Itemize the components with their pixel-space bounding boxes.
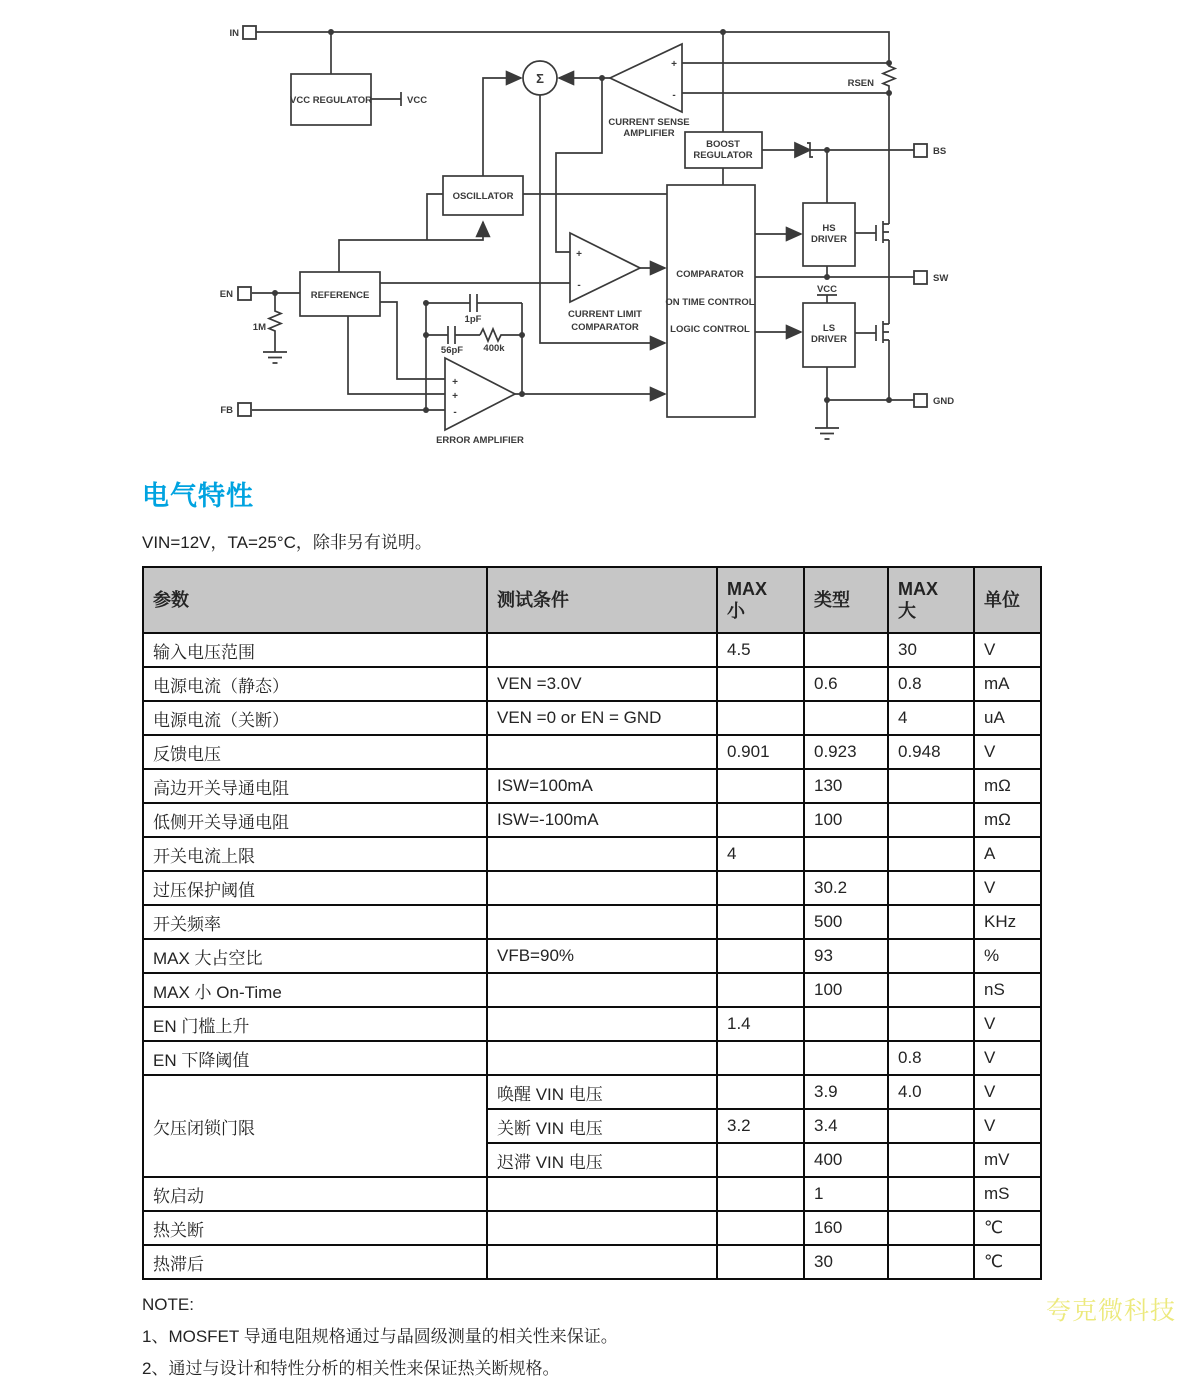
min-cell: 4 <box>717 837 804 871</box>
min-cell <box>717 1245 804 1279</box>
unit-cell: A <box>974 837 1041 871</box>
pin-sw <box>914 271 927 284</box>
condition-cell: 关断 VIN 电压 <box>487 1109 717 1143</box>
en-resistor-label: 1M <box>252 322 266 333</box>
table-row <box>143 973 1041 1007</box>
table-row <box>143 1007 1041 1041</box>
pin-gnd <box>914 394 927 407</box>
col-header-max-line2: 大 <box>898 601 916 621</box>
typ-cell: 160 <box>804 1211 888 1245</box>
table-row <box>143 667 1041 701</box>
condition-cell <box>487 735 717 769</box>
col-header-typ: 类型 <box>804 567 888 633</box>
param-cell: MAX 大占空比 <box>143 939 487 973</box>
typ-cell: 3.4 <box>804 1109 888 1143</box>
wire-osc-to-sigma <box>483 78 521 176</box>
col-header-unit: 单位 <box>974 567 1041 633</box>
comp-res-400k <box>480 329 522 341</box>
min-cell <box>717 701 804 735</box>
test-conditions-note: VIN=12V，TA=25°C，除非另有说明。 <box>142 533 432 552</box>
unit-cell: V <box>974 1007 1041 1041</box>
current-sense-label-1: CURRENT SENSE <box>608 117 690 128</box>
unit-cell: mS <box>974 1177 1041 1211</box>
table-row <box>143 1075 1041 1109</box>
param-cell: 高边开关导通电阻 <box>143 769 487 803</box>
table-row <box>143 939 1041 973</box>
unit-cell: uA <box>974 701 1041 735</box>
typ-cell: 0.6 <box>804 667 888 701</box>
unit-cell: ℃ <box>974 1245 1041 1279</box>
reference-label: REFERENCE <box>310 290 370 301</box>
table-row <box>143 1041 1041 1075</box>
min-cell <box>717 1211 804 1245</box>
table-row <box>143 871 1041 905</box>
sense-plus-sign: + <box>671 59 677 70</box>
max-cell <box>888 1177 974 1211</box>
param-cell: 电源电流（关断） <box>143 701 487 735</box>
wire-sense-to-comparator <box>556 78 602 252</box>
typ-cell <box>804 701 888 735</box>
param-cell: 开关电流上限 <box>143 837 487 871</box>
en-ground-symbol <box>263 352 287 363</box>
table-row <box>143 735 1041 769</box>
col-header-max <box>888 567 974 633</box>
unit-cell: V <box>974 1075 1041 1109</box>
max-cell <box>888 973 974 1007</box>
pin-en-label: EN <box>219 289 233 300</box>
condition-cell: ISW=100mA <box>487 769 717 803</box>
table-row <box>143 837 1041 871</box>
ea-plus1-sign: + <box>452 377 458 388</box>
param-cell: EN 下降阈值 <box>143 1041 487 1075</box>
pin-en <box>238 287 251 300</box>
wire-ref-to-ea-plus1 <box>380 302 445 379</box>
pin-gnd-label: GND <box>933 396 955 407</box>
ea-plus2-sign: + <box>452 391 458 402</box>
max-cell: 0.8 <box>888 667 974 701</box>
condition-cell: VEN =0 or EN = GND <box>487 701 717 735</box>
max-cell <box>888 939 974 973</box>
typ-cell: 1 <box>804 1177 888 1211</box>
unit-cell: V <box>974 1041 1041 1075</box>
limit-plus-sign: + <box>576 249 582 260</box>
max-cell: 4 <box>888 701 974 735</box>
comp-cap2-label: 56pF <box>440 345 464 356</box>
typ-cell: 400 <box>804 1143 888 1177</box>
max-cell <box>888 1007 974 1041</box>
spec-table <box>142 566 1042 1280</box>
wire-vcc-out <box>371 92 401 106</box>
typ-cell <box>804 1041 888 1075</box>
max-cell: 0.8 <box>888 1041 974 1075</box>
block-diagram <box>0 0 1190 468</box>
current-limit-comp-triangle <box>570 233 640 302</box>
col-header-min-line1: MAX <box>727 578 767 599</box>
col-header-condition: 测试条件 <box>487 567 717 633</box>
col-header-min-line2: 小 <box>727 601 745 621</box>
min-cell <box>717 1143 804 1177</box>
table-row <box>143 633 1041 667</box>
min-cell <box>717 871 804 905</box>
param-cell: MAX 小 On-Time <box>143 973 487 1007</box>
boost-diode <box>795 143 810 157</box>
vcc-supply-bar <box>817 295 837 303</box>
unit-cell: mV <box>974 1143 1041 1177</box>
sense-minus-sign: - <box>672 90 676 101</box>
col-header-param: 参数 <box>143 567 487 633</box>
condition-cell: 唤醒 VIN 电压 <box>487 1075 717 1109</box>
boost-label-2: REGULATOR <box>693 150 753 161</box>
table-row <box>143 769 1041 803</box>
condition-cell: VEN =3.0V <box>487 667 717 701</box>
param-cell: EN 门槛上升 <box>143 1007 487 1041</box>
wire-osc-loop <box>427 194 443 240</box>
boost-label-1: BOOST <box>706 139 740 150</box>
condition-cell <box>487 973 717 1007</box>
min-cell <box>717 905 804 939</box>
typ-cell: 93 <box>804 939 888 973</box>
unit-cell: nS <box>974 973 1041 1007</box>
min-cell <box>717 667 804 701</box>
pin-in-label: IN <box>229 28 239 39</box>
col-header-max-line1: MAX <box>898 578 938 599</box>
table-row <box>143 905 1041 939</box>
comp-cap-56pf <box>426 326 480 344</box>
max-cell: 30 <box>888 633 974 667</box>
min-cell: 3.2 <box>717 1109 804 1143</box>
condition-cell: ISW=-100mA <box>487 803 717 837</box>
param-cell: 电源电流（静态） <box>143 667 487 701</box>
condition-cell <box>487 1177 717 1211</box>
typ-cell: 0.923 <box>804 735 888 769</box>
unit-cell: KHz <box>974 905 1041 939</box>
pin-fb <box>238 403 251 416</box>
electrical-section <box>142 474 1040 1385</box>
min-cell <box>717 973 804 1007</box>
max-cell <box>888 837 974 871</box>
table-row <box>143 701 1041 735</box>
typ-cell: 3.9 <box>804 1075 888 1109</box>
typ-cell: 30 <box>804 1245 888 1279</box>
typ-cell <box>804 1007 888 1041</box>
notes <box>142 1289 1040 1385</box>
wire-top-rail <box>256 32 889 63</box>
ls-mosfet <box>876 321 889 343</box>
condition-cell <box>487 905 717 939</box>
condition-cell <box>487 837 717 871</box>
unit-cell: mA <box>974 667 1041 701</box>
typ-cell: 100 <box>804 803 888 837</box>
pin-in <box>243 26 256 39</box>
unit-cell: V <box>974 1109 1041 1143</box>
param-cell: 开关频率 <box>143 905 487 939</box>
typ-cell: 500 <box>804 905 888 939</box>
unit-cell: V <box>974 735 1041 769</box>
hs-driver-label-1: HS <box>822 223 836 234</box>
unit-cell: ℃ <box>974 1211 1041 1245</box>
typ-cell: 100 <box>804 973 888 1007</box>
typ-cell: 30.2 <box>804 871 888 905</box>
rsen-label: RSEN <box>847 78 874 89</box>
pin-sw-label: SW <box>933 273 949 284</box>
min-cell <box>717 1041 804 1075</box>
table-row <box>143 1177 1041 1211</box>
param-cell: 热关断 <box>143 1211 487 1245</box>
min-cell: 4.5 <box>717 633 804 667</box>
min-cell <box>717 769 804 803</box>
max-cell <box>888 1245 974 1279</box>
condition-cell <box>487 871 717 905</box>
min-cell <box>717 939 804 973</box>
min-cell: 0.901 <box>717 735 804 769</box>
current-limit-label-2: COMPARATOR <box>571 322 639 333</box>
comp-cap-1pf <box>426 294 522 312</box>
condition-cell <box>487 1245 717 1279</box>
junction-dots <box>272 29 892 413</box>
ls-driver-label-2: DRIVER <box>811 334 847 345</box>
note-item-2: 2、通过与设计和特性分析的相关性来保证热关断规格。 <box>142 1359 560 1378</box>
param-cell: 反馈电压 <box>143 735 487 769</box>
control-label-2: ON TIME CONTROL <box>665 297 755 308</box>
current-limit-label-1: CURRENT LIMIT <box>568 309 642 320</box>
max-cell <box>888 1211 974 1245</box>
param-cell: 过压保护阈值 <box>143 871 487 905</box>
note-item-1: 1、MOSFET 导通电阻规格通过与晶圆级测量的相关性来保证。 <box>142 1327 618 1346</box>
param-cell: 低侧开关导通电阻 <box>143 803 487 837</box>
typ-cell: 130 <box>804 769 888 803</box>
min-cell <box>717 1177 804 1211</box>
max-cell <box>888 871 974 905</box>
ls-driver-label-1: LS <box>822 323 836 334</box>
pin-bs-label: BS <box>933 146 947 157</box>
table-row <box>143 1245 1041 1279</box>
vcc-supply-label: VCC <box>816 284 838 295</box>
max-cell <box>888 803 974 837</box>
unit-cell: mΩ <box>974 769 1041 803</box>
current-sense-amp-triangle <box>610 44 682 112</box>
condition-cell: 迟滞 VIN 电压 <box>487 1143 717 1177</box>
comp-cap1-label: 1pF <box>464 314 482 325</box>
unit-cell: mΩ <box>974 803 1041 837</box>
header-row <box>143 567 1041 633</box>
hs-mosfet <box>876 221 889 243</box>
pin-fb-label: FB <box>220 405 233 416</box>
comp-res-label: 400k <box>483 343 505 354</box>
en-pulldown-resistor <box>269 293 281 352</box>
condition-cell <box>487 1041 717 1075</box>
current-sense-label-2: AMPLIFIER <box>623 128 675 139</box>
vcc-regulator-label: VCC REGULATOR <box>290 95 372 106</box>
wire-ref-to-osc <box>339 222 483 272</box>
control-label-1: COMPARATOR <box>676 269 744 280</box>
condition-cell <box>487 1007 717 1041</box>
table-row <box>143 803 1041 837</box>
limit-minus-sign: - <box>577 280 581 291</box>
spec-table-body <box>143 633 1041 1279</box>
watermark: 夸克微科技 <box>1046 1297 1177 1325</box>
max-cell: 0.948 <box>888 735 974 769</box>
col-header-min <box>717 567 804 633</box>
section-title: 电气特性 <box>142 481 254 511</box>
vcc-output-label: VCC <box>407 95 428 106</box>
unit-cell: V <box>974 633 1041 667</box>
control-label-3: LOGIC CONTROL <box>670 324 750 335</box>
notes-title: NOTE: <box>142 1295 194 1314</box>
ea-minus-sign: - <box>453 407 457 418</box>
max-cell <box>888 1109 974 1143</box>
param-cell: 输入电压范围 <box>143 633 487 667</box>
min-cell <box>717 803 804 837</box>
typ-cell <box>804 837 888 871</box>
unit-cell: % <box>974 939 1041 973</box>
condition-cell <box>487 1211 717 1245</box>
max-cell <box>888 1143 974 1177</box>
rsen-resistor <box>883 63 895 93</box>
oscillator-label: OSCILLATOR <box>452 191 514 202</box>
error-amp-label: ERROR AMPLIFIER <box>436 435 524 446</box>
gnd-ground-symbol <box>815 400 839 439</box>
condition-cell: VFB=90% <box>487 939 717 973</box>
condition-cell <box>487 633 717 667</box>
hs-driver-label-2: DRIVER <box>811 234 847 245</box>
table-row <box>143 1211 1041 1245</box>
pin-bs <box>914 144 927 157</box>
max-cell <box>888 905 974 939</box>
param-cell: 软启动 <box>143 1177 487 1211</box>
typ-cell <box>804 633 888 667</box>
param-cell: 热滞后 <box>143 1245 487 1279</box>
max-cell <box>888 769 974 803</box>
min-cell <box>717 1075 804 1109</box>
sigma-symbol: Σ <box>536 71 544 86</box>
unit-cell: V <box>974 871 1041 905</box>
max-cell: 4.0 <box>888 1075 974 1109</box>
param-cell: 欠压闭锁门限 <box>143 1075 487 1177</box>
min-cell: 1.4 <box>717 1007 804 1041</box>
